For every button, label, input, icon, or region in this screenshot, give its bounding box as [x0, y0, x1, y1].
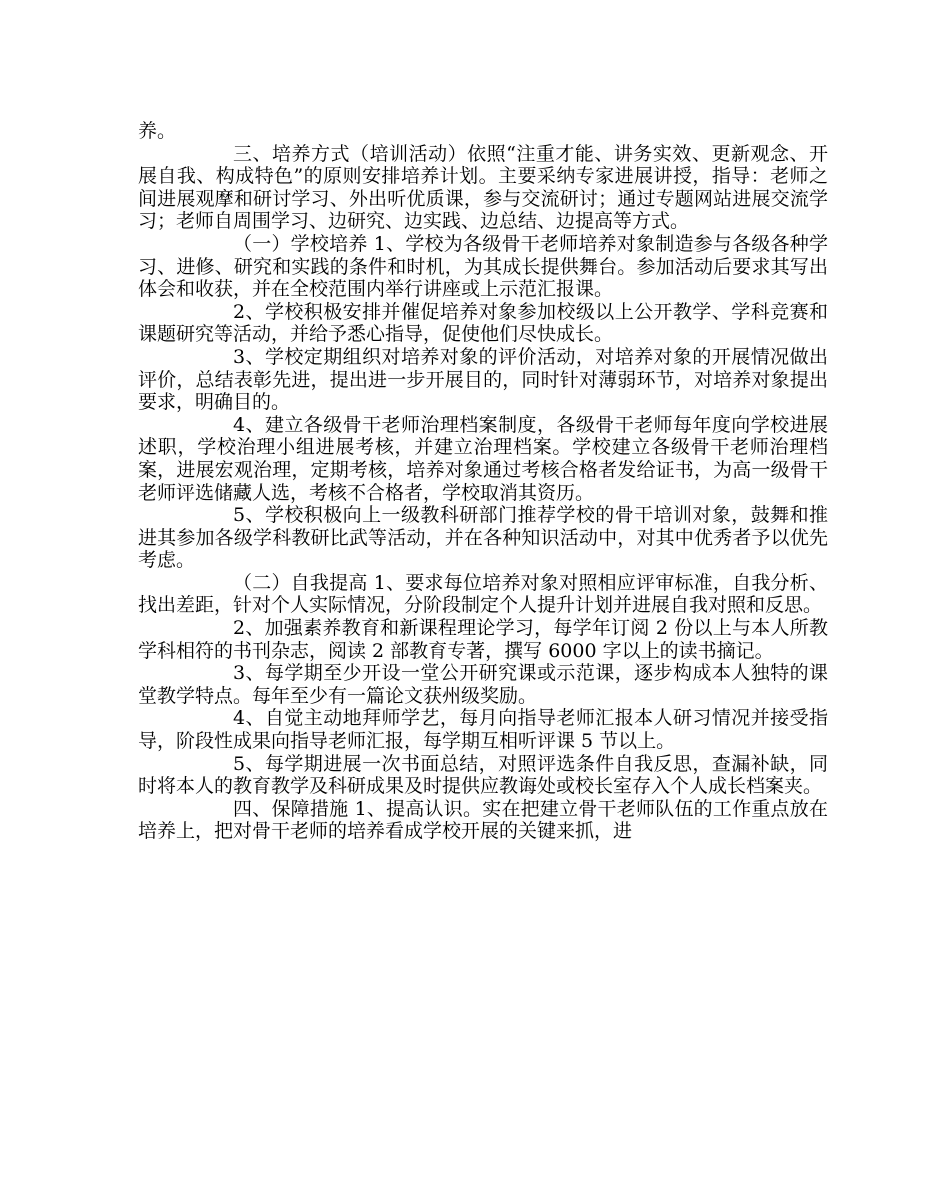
paragraph-school-training-3: 3、学校定期组织对培养对象的评价活动，对培养对象的开展情况做出评价，总结表彰先进，提出进一步开展目的，同时针对薄弱环节，对培养对象提出要求，明确目的。	[138, 345, 828, 414]
paragraph-self-improve-3: 3、每学期至少开设一堂公开研究课或示范课，逐步构成本人独特的课堂教学特点。每年至少有一篇论文获州级奖励。	[138, 662, 828, 707]
document-body	[138, 120, 828, 843]
paragraph-self-improve-4: 4、自觉主动地拜师学艺，每月向指导老师汇报本人研习情况并接受指导，阶段性成果向指导老师汇报，每学期互相听评课 5 节以上。	[138, 707, 828, 753]
paragraph-self-improve-2: 2、加强素养教育和新课程理论学习，每学年订阅 2 份以上与本人所教学科相符的书刊杂志，阅读 2 部教育专著，撰写 6000 字以上的读书摘记。	[138, 617, 828, 662]
paragraph-self-improve-1: （二）自我提高 1、要求每位培养对象对照相应评审标准，自我分析、找出差距，针对个人实际情况，分阶段制定个人提升计划并进展自我对照和反思。	[138, 571, 828, 617]
paragraph-self-improve-5: 5、每学期进展一次书面总结，对照评选条件自我反思，查漏补缺，同时将本人的教育教学及科研成果及时提供应教诲处或校长室存入个人成长档案夹。	[138, 752, 828, 798]
paragraph-school-training-4: 4、建立各级骨干老师治理档案制度，各级骨干老师每年度向学校进展述职，学校治理小组进展考核，并建立治理档案。学校建立各级骨干老师治理档案，进展宏观治理，定期考核，培养对象通过考核合格者发给证书，为高一级骨干老师评选储藏人选，考核不合格者，学校取消其资历。	[138, 413, 828, 504]
paragraph-school-training-5: 5、学校积极向上一级教科研部门推荐学校的骨干培训对象，鼓舞和推进其参加各级学科教研比武等活动，并在各种知识活动中，对其中优秀者予以优先考虑。	[138, 504, 828, 572]
paragraph-training-methods: 三、培养方式（培训活动）依照“注重才能、讲务实效、更新观念、开展自我、构成特色”的原则安排培养计划。主要采纳专家进展讲授，指导：老师之间进展观摩和研讨学习、外出听优质课，参与交流研讨；通过专题网站进展交流学习；老师自周围学习、边研究、边实践、边总结、边提高等方式。	[138, 142, 828, 233]
paragraph-school-training-2: 2、学校积极安排并催促培养对象参加校级以上公开教学、学科竞赛和课题研究等活动，并给予悉心指导，促使他们尽快成长。	[138, 300, 828, 346]
paragraph-school-training-1: （一）学校培养 1、学校为各级骨干老师培养对象制造参与各级各种学习、进修、研究和实践的条件和时机，为其成长提供舞台。参加活动后要求其写出体会和收获，并在全校范围内举行讲座或上示范汇报课。	[138, 232, 828, 301]
paragraph-safeguards: 四、保障措施 1、提高认识。实在把建立骨干老师队伍的工作重点放在培养上，把对骨干老师的培养看成学校开展的关键来抓，进	[138, 797, 828, 843]
paragraph-continuation: 养。	[138, 120, 177, 142]
